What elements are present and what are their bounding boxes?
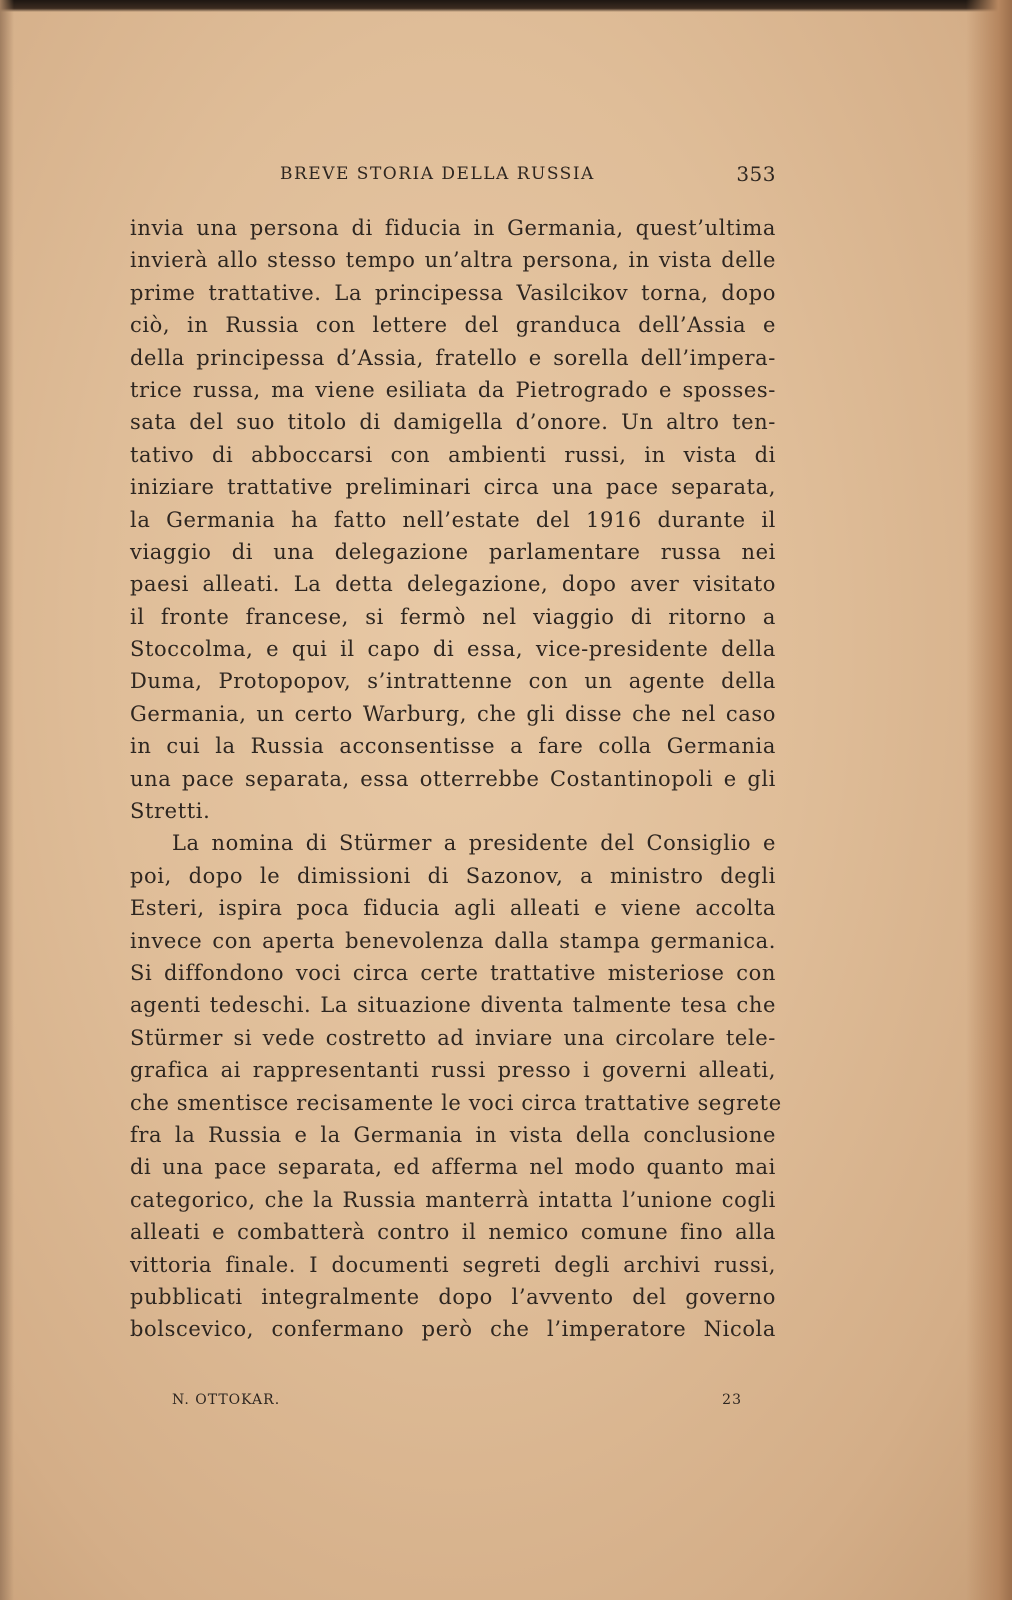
- text-line: invierà allo stesso tempo un’altra persona, in vista delle: [130, 248, 776, 273]
- paragraph-1: [130, 212, 776, 827]
- page-footer: [172, 1392, 742, 1416]
- text-line: il fronte francese, si fermò nel viaggio di ritorno a: [130, 604, 776, 629]
- text-line: Esteri, ispira poca fiducia agli alleati e viene accolta: [130, 896, 776, 921]
- page-top-edge: [0, 0, 1012, 12]
- text-line: di una pace separata, ed afferma nel modo quanto mai: [130, 1155, 776, 1180]
- text-line: viaggio di una delegazione parlamentare russa nei: [130, 539, 776, 564]
- text-line: Germania, un certo Warburg, che gli disse che nel caso: [130, 701, 776, 726]
- text-line: fra la Russia e la Germania in vista della conclusione: [130, 1122, 776, 1147]
- text-line: che smentisce recisamente le voci circa trattative segrete: [130, 1090, 782, 1115]
- text-line: Stretti.: [130, 799, 211, 824]
- text-line: trice russa, ma viene esiliata da Pietrogrado e sposses-: [130, 377, 776, 402]
- text-line: alleati e combatterà contro il nemico comune fino alla: [130, 1220, 776, 1245]
- text-line: agenti tedeschi. La situazione diventa talmente tesa che: [130, 993, 776, 1018]
- running-head: [132, 162, 776, 192]
- text-line: La nomina di Stürmer a presidente del Consiglio e: [172, 831, 776, 856]
- text-line: la Germania ha fatto nell’estate del 1916 durante il: [130, 507, 776, 532]
- body-text: [130, 212, 782, 1346]
- text-line: invia una persona di fiducia in Germania, quest’ultima: [130, 216, 776, 240]
- text-line: invece con aperta benevolenza dalla stampa germanica.: [130, 928, 776, 953]
- text-line: vittoria finale. I documenti segreti degli archivi russi,: [130, 1252, 776, 1277]
- text-line: in cui la Russia acconsentisse a fare colla Germania: [130, 734, 776, 759]
- text-line: tativo di abboccarsi con ambienti russi, in vista di: [130, 442, 776, 467]
- text-line: Stoccolma, e qui il capo di essa, vice-presidente della: [130, 637, 776, 662]
- running-title: BREVE STORIA DELLA RUSSIA: [280, 164, 595, 184]
- text-line: prime trattative. La principessa Vasilcikov torna, dopo: [130, 280, 776, 305]
- page-right-edge: [966, 0, 1012, 1600]
- text-line: pubblicati integralmente dopo l’avvento del governo: [130, 1284, 776, 1309]
- text-line: Duma, Protopopov, s’intrattenne con un agente della: [130, 669, 776, 694]
- text-line: Stürmer si vede costretto ad inviare una circolare tele-: [130, 1025, 776, 1050]
- text-line: sata del suo titolo di damigella d’onore. Un altro ten-: [130, 410, 776, 435]
- text-line: ciò, in Russia con lettere del granduca dell’Assia e: [130, 313, 776, 338]
- text-line: Si diffondono voci circa certe trattative misteriose con: [130, 960, 776, 985]
- signature-line: N. OTTOKAR.: [172, 1392, 281, 1408]
- text-line: bolscevico, confermano però che l’imperatore Nicola: [130, 1317, 776, 1342]
- paragraph-2: [130, 827, 782, 1345]
- text-line: categorico, che la Russia manterrà intatta l’unione cogli: [130, 1187, 776, 1212]
- text-line: poi, dopo le dimissioni di Sazonov, a ministro degli: [130, 863, 776, 888]
- page-left-edge: [0, 0, 14, 1600]
- text-line: grafica ai rappresentanti russi presso i governi alleati,: [130, 1058, 776, 1083]
- signature-mark: 23: [722, 1392, 742, 1408]
- page-number: 353: [736, 162, 776, 186]
- text-line: una pace separata, essa otterrebbe Costantinopoli e gli: [130, 766, 776, 791]
- text-line: della principessa d’Assia, fratello e sorella dell’impera-: [130, 345, 776, 370]
- text-line: iniziare trattative preliminari circa una pace separata,: [130, 475, 776, 500]
- text-line: paesi alleati. La detta delegazione, dopo aver visitato: [130, 572, 776, 597]
